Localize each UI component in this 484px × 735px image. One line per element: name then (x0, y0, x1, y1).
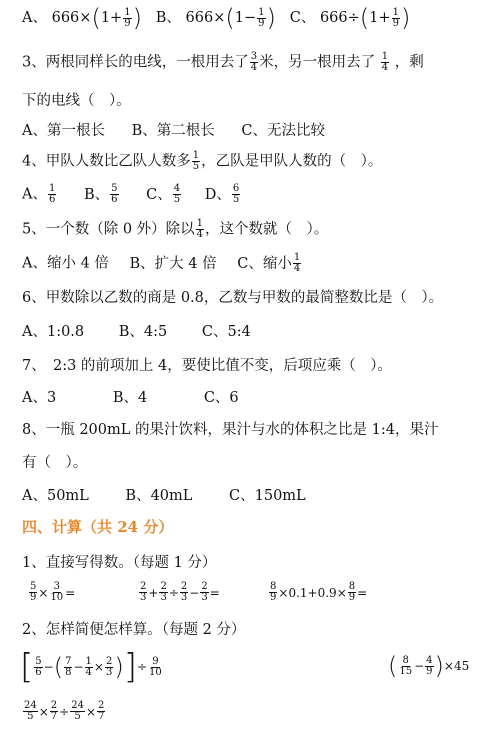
option-c: C、 (289, 10, 316, 26)
fraction: $\frac{1}{9}$ (124, 6, 131, 29)
q7-text: 7、 2:3 的前项加上 4，要使比值不变，后项应乘（ ）。 (22, 358, 393, 374)
expr-1: $\frac{5}{9}$ × $\frac{3}{10}$ = (30, 581, 76, 603)
q7-options: A、3 B、4 C、6 (22, 390, 239, 406)
fraction: $\frac{1}{6}$ (48, 183, 56, 205)
option-a: A、 (22, 10, 47, 26)
part1-title: 1、直接写得数。（每题 1 分） (22, 555, 217, 571)
fraction: $\frac{1}{9}$ (392, 6, 399, 29)
fraction: $\frac{1}{4}$ (196, 218, 204, 240)
option-b: B、 (155, 10, 181, 26)
q5-options: A、缩小 4 倍 B、扩大 4 倍 C、缩小 $\frac{1}{4}$ (22, 252, 301, 274)
fraction: $\frac{4}{5}$ (173, 183, 181, 205)
q2-options-row: A、 666×(1+ $\frac{1}{9}$ ) B、 666×(1− $\frac{1}{9}$ ) C、 666÷(1+ $\frac{1}{9}$ ) (22, 4, 411, 32)
q3-line2: 下的电线（ ）。 (22, 93, 131, 109)
expr-2: $\frac{2}{3}$ + $\frac{2}{3}$ ÷ $\frac{2}{3}$ − $\frac{2}{3}$ = (140, 581, 220, 603)
q3-line1: 3、两根同样长的电线，一根用去了 $\frac{3}{4}$ 米，另一根用去了 $\frac{1}{4}$ ，剩 (22, 51, 424, 73)
q8-line1: 8、一瓶 200mL 的果汁饮料，果汁与水的体积之比是 1:4，果汁 (22, 422, 439, 438)
part2-title: 2、怎样简便怎样算。（每题 2 分） (22, 622, 246, 638)
fraction: $\frac{1}{4}$ (293, 252, 301, 274)
q4-options: A、 $\frac{1}{6}$ B、 $\frac{5}{6}$ C、 $\frac{4}{5}$ D、 $\frac{6}{5}$ (22, 183, 240, 205)
q4-text: 4、甲队人数比乙队人数多 $\frac{1}{5}$ ，乙队是甲队人数的（ ）。 (22, 150, 383, 172)
q8-line2: 有（ ）。 (22, 455, 88, 471)
q6-text: 6、甲数除以乙数的商是 0.8，乙数与甲数的最简整数比是（ ）。 (22, 290, 444, 306)
fraction: $\frac{6}{5}$ (232, 183, 240, 205)
expr-5: ( $\frac{8}{15}$ − $\frac{4}{9}$ ) × 45 (388, 652, 470, 680)
fraction: $\frac{1}{9}$ (258, 6, 265, 29)
expr-6: $\frac{24}{5}$ × $\frac{2}{7}$ ÷ $\frac{24}{5}$ × $\frac{2}{7}$ (24, 700, 105, 722)
fraction: $\frac{1}{5}$ (192, 150, 200, 172)
fraction: $\frac{3}{4}$ (250, 51, 258, 73)
fraction: $\frac{5}{6}$ (111, 183, 118, 205)
q3-options: A、第一根长 B、第二根长 C、无法比较 (22, 123, 325, 139)
expr-4: [ $\frac{5}{6}$ − ( $\frac{7}{8}$ − $\frac{1}{4}$ × $\frac{2}{3}$ ) ] ÷ $\frac{9}{10}$ (20, 647, 162, 687)
expr-3: $\frac{8}{9}$ × 0.1 + 0.9 × $\frac{8}{9}$ = (270, 581, 368, 603)
q6-options: A、1:0.8 B、4:5 C、5:4 (22, 324, 251, 340)
section-heading: 四、计算（共 24 分） (22, 518, 174, 536)
fraction: $\frac{1}{4}$ (381, 51, 389, 73)
q8-options: A、50mL B、40mL C、150mL (22, 488, 306, 504)
q5-text: 5、一个数（除 0 外）除以 $\frac{1}{4}$ ，这个数就（ ）。 (22, 218, 329, 240)
